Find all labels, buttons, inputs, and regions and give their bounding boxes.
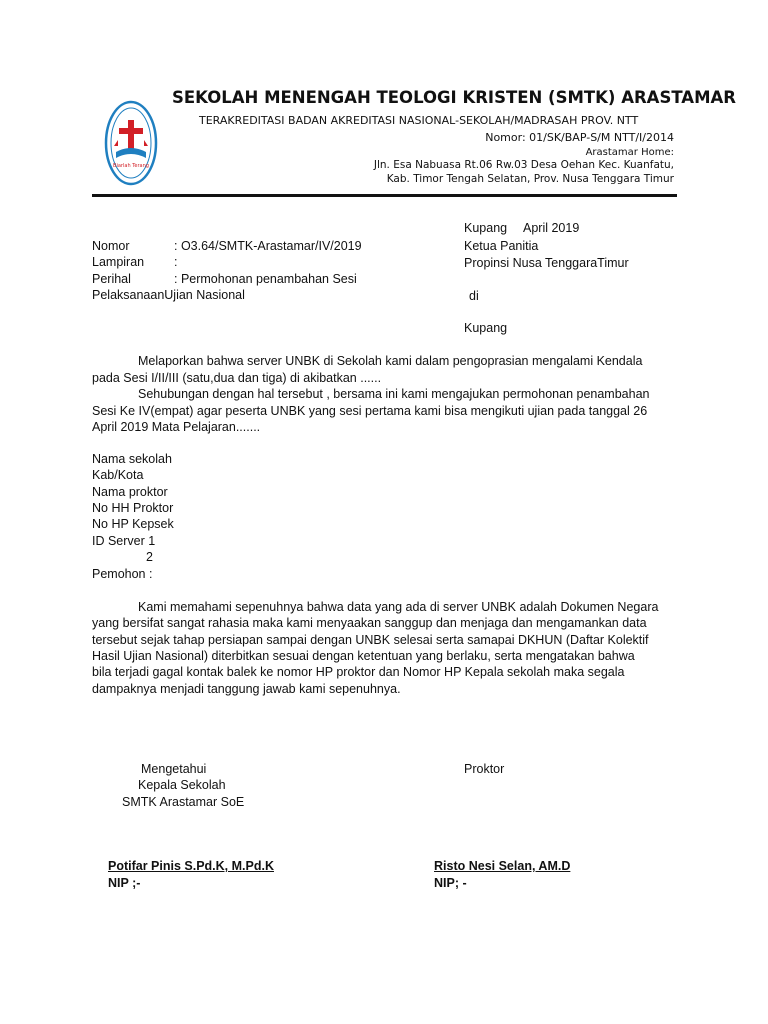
paragraph2-line: Hasil Ujian Nasional) diterbitkan sesuai dengan ketentuan yang berlaku, serta mengatakan bahwa	[92, 649, 635, 663]
field-no-hp-kepsek: No HP Kepsek	[92, 517, 174, 531]
school-title: SEKOLAH MENENGAH TEOLOGI KRISTEN (SMTK) ARASTAMAR	[172, 88, 736, 107]
sig-left-line-2: Kepala Sekolah	[138, 778, 226, 792]
recipient-line-2: Propinsi Nusa TenggaraTimur	[464, 256, 629, 270]
address-line-2: Kab. Timor Tengah Selatan, Prov. Nusa Tenggara Timur	[386, 173, 674, 185]
field-kab-kota: Kab/Kota	[92, 468, 144, 482]
paragraph2-line: tersebut sejak tahap persiapan sampai dengan UNBK selesai serta samapai DKHUN (Daftar Kolektif	[92, 633, 649, 647]
field-pemohon: Pemohon :	[92, 567, 153, 581]
lampiran-value: :	[174, 255, 178, 269]
logo-motto: Biarlah Terang	[113, 163, 149, 169]
proctor-nip: NIP; -	[434, 876, 467, 890]
nomor-label: Nomor	[92, 239, 130, 253]
field-no-hh-proktor: No HH Proktor	[92, 501, 174, 515]
headmaster-nip: NIP ;-	[108, 876, 141, 890]
field-id-server-1: ID Server 1	[92, 534, 156, 548]
recipient-city: Kupang	[464, 321, 508, 335]
lampiran-label: Lampiran	[92, 255, 145, 269]
sig-left-line-1: Mengetahui	[141, 762, 207, 776]
sig-right-line-1: Proktor	[464, 762, 505, 776]
perihal-label: Perihal	[92, 272, 131, 286]
paragraph1-line: April 2019 Mata Pelajaran.......	[92, 420, 261, 434]
paragraph2-line: bila terjadi gagal kontak balek ke nomor HP proktor dan Nomor HP Kepala sekolah maka segala	[92, 665, 625, 679]
paragraph1-line: pada Sesi I/II/III (satu,dua dan tiga) di akibatkan ......	[92, 371, 382, 385]
address-line-1: Jln. Esa Nabuasa Rt.06 Rw.03 Desa Oehan Kec. Kuanfatu,	[373, 159, 674, 171]
paragraph1-line: Melaporkan bahwa server UNBK di Sekolah kami dalam pengoprasian mengalami Kendala	[138, 354, 643, 368]
accreditation-number: Nomor: 01/SK/BAP-S/M NTT/I/2014	[485, 131, 674, 144]
sig-left-line-3: SMTK Arastamar SoE	[122, 795, 245, 809]
proctor-name: Risto Nesi Selan, AM.D	[434, 859, 571, 873]
letter-date: April 2019	[523, 221, 580, 235]
recipient-di: di	[469, 289, 479, 303]
paragraph1-line: Sehubungan dengan hal tersebut , bersama ini kami mengajukan permohonan penambahan	[138, 387, 650, 401]
school-logo	[104, 100, 158, 186]
field-nama-sekolah: Nama sekolah	[92, 452, 172, 466]
header-divider	[92, 194, 677, 197]
field-nama-proktor: Nama proktor	[92, 485, 168, 499]
date-place: Kupang	[464, 221, 508, 235]
paragraph2-line: Kami memahami sepenuhnya bahwa data yang ada di server UNBK adalah Dokumen Negara	[138, 600, 659, 614]
headmaster-name: Potifar Pinis S.Pd.K, M.Pd.K	[108, 859, 274, 873]
nomor-value: : O3.64/SMTK-Arastamar/IV/2019	[174, 239, 362, 253]
paragraph2-line: yang bersifat sangat rahasia maka kami menyaakan sanggup dan menjaga dan mengamankan data	[92, 616, 647, 630]
perihal-continuation: PelaksanaanUjian Nasional	[92, 288, 245, 302]
paragraph1-line: Sesi Ke IV(empat) agar peserta UNBK yang sesi pertama kami bisa mengikuti ujian pada tanggal 26	[92, 404, 648, 418]
accreditation-line: TERAKREDITASI BADAN AKREDITASI NASIONAL-SEKOLAH/MADRASAH PROV. NTT	[199, 114, 639, 127]
home-label: Arastamar Home:	[585, 147, 674, 158]
perihal-value: : Permohonan penambahan Sesi	[174, 272, 357, 286]
paragraph2-line: dampaknya menjadi tanggung jawab kami sepenuhnya.	[92, 682, 401, 696]
field-id-server-2: 2	[146, 550, 153, 564]
recipient-line-1: Ketua Panitia	[464, 239, 539, 253]
